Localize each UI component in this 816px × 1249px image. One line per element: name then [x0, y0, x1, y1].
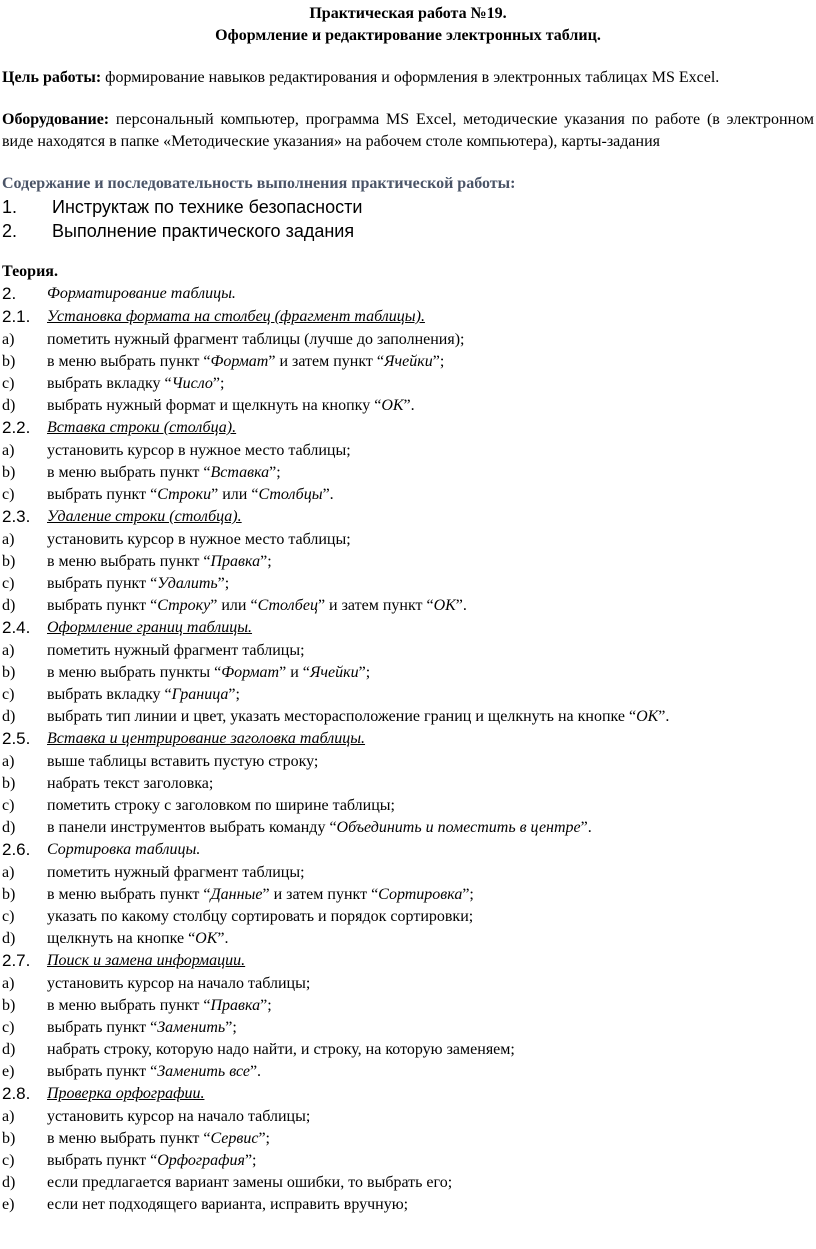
menu-term: Удалить [157, 575, 218, 592]
section-heading [0, 306, 816, 329]
text-run: ”. [322, 486, 334, 503]
list-item-text [47, 595, 467, 617]
text-run: ”; [217, 575, 230, 592]
text-run: ”; [462, 886, 474, 903]
list-item-text [47, 684, 240, 706]
menu-term: ОК [433, 597, 456, 614]
text-run: ”; [244, 1152, 257, 1169]
list-item [0, 706, 816, 728]
section-title: Удаление строки (столбца). [47, 508, 242, 525]
menu-term: Сортировка [378, 886, 463, 903]
list-item [0, 862, 816, 884]
text-run: ”. [249, 1063, 262, 1080]
text-run: ”; [260, 997, 272, 1014]
list-item-text [47, 1150, 257, 1172]
text-run: выбрать пункт “ [47, 486, 158, 503]
text-run: ” и “ [279, 664, 310, 681]
spacer [0, 153, 816, 173]
text-run: ”. [580, 819, 592, 836]
list-item-text [47, 484, 334, 506]
section-heading [0, 728, 816, 751]
list-item-text [47, 862, 305, 884]
list-item [0, 1172, 816, 1194]
text-run: выбрать вкладку “ [47, 375, 172, 392]
section-title: Оформление границ таблицы. [47, 619, 253, 636]
menu-term: Столбцы [258, 486, 323, 503]
list-item-letter: a) [2, 864, 15, 881]
section-number: 2.2. [2, 418, 31, 437]
goal-text: формирование навыков редактирования и оформления в электронных таблицах MS Excel. [101, 69, 720, 86]
step-item [0, 219, 816, 243]
text-run: выбрать тип линии и цвет, указать месторасположение границ и щелкнуть на кнопке “ [47, 708, 637, 725]
list-item [0, 440, 816, 462]
text-run: указать по какому столбцу сортировать и порядок сортировки; [47, 908, 474, 925]
list-item-letter: b) [2, 775, 16, 792]
list-item-letter: b) [2, 886, 16, 903]
menu-term: Граница [171, 686, 229, 703]
text-run: ”; [432, 353, 445, 370]
menu-term: Ячейки [384, 353, 433, 370]
list-item-text [47, 884, 474, 906]
text-run: в меню выбрать пункт “ [47, 353, 211, 370]
text-run: ”; [358, 664, 371, 681]
list-item [0, 595, 816, 617]
text-run: если нет подходящего варианта, исправить вручную; [47, 1196, 409, 1213]
section-heading [0, 617, 816, 640]
equipment-text: персональный компьютер, программа MS Excel, методические указания по работе (в электронном виде находятся в папке «Методические указания» на рабочем столе компьютера), карты-задания [2, 111, 814, 150]
section-title: Сортировка таблицы. [47, 841, 201, 858]
text-run: выбрать пункт “ [47, 575, 158, 592]
list-item-text [47, 440, 351, 462]
list-item [0, 1128, 816, 1150]
text-run: ” или “ [210, 597, 258, 614]
menu-term: ОК [381, 397, 404, 414]
list-item-letter: a) [2, 753, 15, 770]
text-run: в меню выбрать пункты “ [47, 664, 222, 681]
list-item-letter: b) [2, 464, 16, 481]
list-item [0, 329, 816, 351]
text-run: ” и затем пункт “ [317, 597, 434, 614]
list-item [0, 1150, 816, 1172]
document-subtitle: Оформление и редактирование электронных таблиц. [215, 27, 601, 44]
list-item [0, 884, 816, 906]
content-heading: Содержание и последовательность выполнения практической работы: [2, 175, 516, 192]
list-item [0, 906, 816, 928]
text-run: ”. [455, 597, 467, 614]
section-title: Вставка строки (столбца). [47, 419, 237, 436]
document-title: Практическая работа №19. [309, 5, 507, 22]
section-number: 2.7. [2, 951, 31, 970]
menu-term: Заменить все [157, 1063, 250, 1080]
list-item [0, 551, 816, 573]
list-item-text [47, 751, 318, 773]
text-run: ”. [658, 708, 670, 725]
menu-term: Ячейки [309, 664, 359, 681]
list-item-letter: c) [2, 375, 15, 392]
section-number: 2.8. [2, 1084, 31, 1103]
list-item-letter: b) [2, 553, 16, 570]
spacer [0, 89, 816, 109]
text-run: выбрать пункт “ [47, 1063, 158, 1080]
list-item-letter: d) [2, 1174, 16, 1191]
menu-term: Заменить [157, 1019, 226, 1036]
text-run: в меню выбрать пункт “ [47, 553, 211, 570]
text-run: пометить нужный фрагмент таблицы (лучше до заполнения); [47, 331, 465, 348]
list-item [0, 973, 816, 995]
list-item-text [47, 795, 395, 817]
section-title: Проверка орфографии. [47, 1085, 205, 1102]
section-heading [0, 283, 816, 306]
menu-term: Правка [210, 997, 261, 1014]
list-item-text [47, 373, 224, 395]
list-item-text [47, 329, 465, 351]
list-item-letter: b) [2, 353, 16, 370]
list-item-text [47, 1128, 270, 1150]
list-item [0, 662, 816, 684]
text-run: если предлагается вариант замены ошибки, то выбрать его; [47, 1174, 453, 1191]
list-item [0, 573, 816, 595]
theory-heading: Теория. [2, 263, 58, 280]
list-item [0, 640, 816, 662]
text-run: установить курсор в нужное место таблицы; [47, 442, 351, 459]
step-text: Инструктаж по технике безопасности [52, 197, 363, 217]
list-item-text [47, 462, 281, 484]
text-run: установить курсор на начало таблицы; [47, 1108, 311, 1125]
list-item-letter: e) [2, 1196, 15, 1213]
section-number: 2.6. [2, 840, 31, 859]
list-item-letter: d) [2, 597, 16, 614]
list-item-letter: c) [2, 486, 15, 503]
list-item-letter: d) [2, 708, 16, 725]
text-run: в меню выбрать пункт “ [47, 1130, 211, 1147]
list-item [0, 373, 816, 395]
list-item-letter: b) [2, 1130, 16, 1147]
list-item [0, 1061, 816, 1083]
section-title: Вставка и центрирование заголовка таблицы. [47, 730, 366, 747]
text-run: в панели инструментов выбрать команду “ [47, 819, 337, 836]
list-item-letter: c) [2, 575, 15, 592]
list-item-text [47, 573, 229, 595]
list-item [0, 795, 816, 817]
text-run: ”; [269, 464, 281, 481]
list-item-text [47, 395, 415, 417]
text-run: набрать строку, которую надо найти, и строку, на которую заменяем; [47, 1041, 515, 1058]
section-title: Поиск и замена информации. [47, 952, 246, 969]
list-item-text [47, 1172, 452, 1194]
text-run: ”; [225, 1019, 237, 1036]
section-number: 2.3. [2, 507, 31, 526]
menu-term: Данные [210, 886, 263, 903]
list-item-letter: c) [2, 686, 15, 703]
section-heading [0, 1083, 816, 1106]
section-heading [0, 950, 816, 973]
text-run: щелкнуть на кнопке “ [47, 930, 196, 947]
list-item-text [47, 1106, 310, 1128]
list-item-letter: c) [2, 1152, 15, 1169]
step-number: 1. [2, 197, 18, 217]
list-item-letter: a) [2, 442, 15, 459]
section-number: 2.4. [2, 618, 31, 637]
section-heading [0, 839, 816, 862]
text-run: выбрать вкладку “ [47, 686, 172, 703]
spacer [0, 47, 816, 67]
section-number: 2.5. [2, 729, 31, 748]
menu-term: Правка [210, 553, 261, 570]
text-run: ”; [212, 375, 225, 392]
text-run: в меню выбрать пункт “ [47, 886, 211, 903]
step-item [0, 195, 816, 219]
goal-paragraph [0, 67, 816, 89]
text-run: выбрать пункт “ [47, 1152, 158, 1169]
list-item-text [47, 529, 351, 551]
menu-term: Формат [221, 664, 280, 681]
section-number: 2. [2, 284, 17, 303]
list-item-text [47, 662, 370, 684]
list-item [0, 462, 816, 484]
text-run: ” и затем пункт “ [262, 886, 379, 903]
menu-term: ОК [636, 708, 659, 725]
theory-list [0, 283, 816, 1216]
section-heading [0, 417, 816, 440]
section-heading [0, 506, 816, 529]
list-item-text [47, 995, 272, 1017]
list-item-letter: d) [2, 819, 16, 836]
menu-term: Строку [157, 597, 211, 614]
list-item-letter: c) [2, 908, 15, 925]
list-item-letter: a) [2, 331, 15, 348]
text-run: пометить нужный фрагмент таблицы; [47, 642, 305, 659]
list-item-text [47, 906, 473, 928]
list-item [0, 351, 816, 373]
text-run: ”. [217, 930, 229, 947]
list-item-letter: d) [2, 397, 16, 414]
equipment-label: Оборудование: [2, 111, 110, 128]
list-item-text [47, 973, 310, 995]
goal-label: Цель работы: [2, 69, 102, 86]
text-run: ”; [228, 686, 240, 703]
list-item-text [47, 817, 592, 839]
list-item [0, 484, 816, 506]
list-item [0, 684, 816, 706]
spacer [0, 243, 816, 261]
list-item-letter: a) [2, 642, 15, 659]
list-item [0, 817, 816, 839]
list-item [0, 529, 816, 551]
text-run: выбрать нужный формат и щелкнуть на кнопку “ [47, 397, 382, 414]
text-run: установить курсор на начало таблицы; [47, 975, 311, 992]
text-run: выбрать пункт “ [47, 1019, 158, 1036]
list-item-text [47, 1061, 261, 1083]
list-item-text [47, 1039, 515, 1061]
text-run: пометить нужный фрагмент таблицы; [47, 864, 305, 881]
list-item-text [47, 551, 272, 573]
list-item-letter: d) [2, 1041, 16, 1058]
list-item [0, 1194, 816, 1216]
menu-term: Формат [210, 353, 269, 370]
list-item [0, 395, 816, 417]
list-item-letter: a) [2, 1108, 15, 1125]
list-item-letter: a) [2, 531, 15, 548]
list-item-letter: c) [2, 1019, 15, 1036]
list-item-letter: c) [2, 797, 15, 814]
section-title: Установка формата на столбец (фрагмент таблицы). [47, 308, 425, 325]
text-run: в меню выбрать пункт “ [47, 997, 211, 1014]
menu-term: Вставка [210, 464, 270, 481]
list-item [0, 1017, 816, 1039]
menu-term: Орфография [157, 1152, 245, 1169]
equipment-paragraph [0, 109, 816, 153]
list-item-letter: a) [2, 975, 15, 992]
step-text: Выполнение практического задания [52, 221, 355, 241]
menu-term: Строки [157, 486, 212, 503]
menu-term: Столбец [257, 597, 318, 614]
list-item-letter: b) [2, 997, 16, 1014]
text-run: пометить строку с заголовком по ширине таблицы; [47, 797, 395, 814]
list-item-text [47, 1194, 408, 1216]
list-item-letter: b) [2, 664, 16, 681]
text-run: в меню выбрать пункт “ [47, 464, 211, 481]
list-item [0, 773, 816, 795]
text-run: ”; [258, 1130, 270, 1147]
list-item-text [47, 706, 669, 728]
text-run: установить курсор в нужное место таблицы; [47, 531, 351, 548]
section-number: 2.1. [2, 307, 31, 326]
step-number: 2. [2, 221, 18, 241]
text-run: ” или “ [211, 486, 259, 503]
list-item-text [47, 773, 213, 795]
menu-term: Объединить и поместить в центре [336, 819, 581, 836]
list-item-text [47, 1017, 237, 1039]
list-item [0, 928, 816, 950]
text-run: ”; [260, 553, 272, 570]
text-run: ” и затем пункт “ [268, 353, 385, 370]
menu-term: Число [171, 375, 213, 392]
menu-term: Сервис [210, 1130, 259, 1147]
text-run: ”. [403, 397, 415, 414]
list-item-text [47, 928, 228, 950]
list-item-letter: e) [2, 1063, 15, 1080]
list-item [0, 1039, 816, 1061]
list-item-letter: d) [2, 930, 16, 947]
list-item [0, 751, 816, 773]
section-title: Форматирование таблицы. [47, 285, 236, 302]
list-item-text [47, 351, 444, 373]
text-run: выше таблицы вставить пустую строку; [47, 753, 319, 770]
list-item [0, 1106, 816, 1128]
list-item-text [47, 640, 305, 662]
list-item [0, 995, 816, 1017]
text-run: выбрать пункт “ [47, 597, 158, 614]
menu-term: ОК [195, 930, 218, 947]
text-run: набрать текст заголовка; [47, 775, 214, 792]
